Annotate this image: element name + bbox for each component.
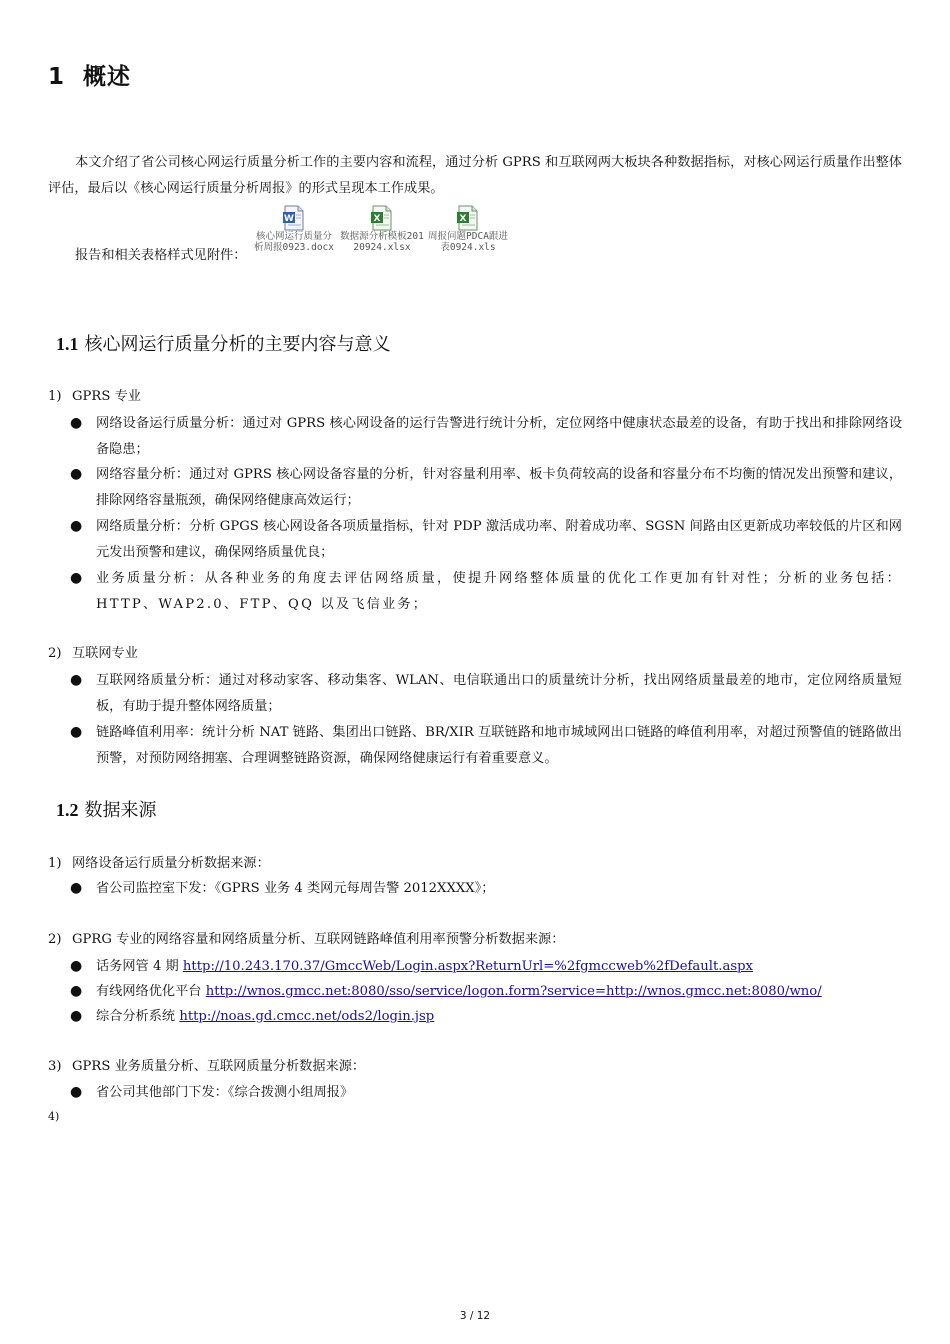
wnos-logon-link[interactable]: http://wnos.gmcc.net:8080/sso/service/logon.form?service=http://wnos.gmcc.net:8080/wno/ <box>205 984 822 999</box>
heading-1-title: 概述 <box>83 64 132 90</box>
bullet-item <box>70 979 902 1005</box>
bullet-icon: ● <box>70 672 83 688</box>
list-label: 网络设备运行质量分析数据来源： <box>72 856 270 871</box>
bullet-text: 省公司监控室下发：《GPRS 业务 4 类网元每周告警 2012XXXX》； <box>96 881 495 896</box>
attachment-caption-line2: 20924.xlsx <box>353 242 411 253</box>
heading-1-1-title: 核心网运行质量分析的主要内容与意义 <box>84 334 391 355</box>
list-label: 互联网专业 <box>72 646 138 661</box>
heading-1-2-number: 1.2 <box>56 800 79 820</box>
list-number: 4) <box>48 1110 60 1123</box>
bullet-text: 业务质量分析：从各种业务的角度去评估网络质量，使提升网络整体质量的优化工作更加有针对性；分析的业务包括：HTTP、WAP2.0、FTP、QQ 以及飞信业务； <box>96 571 902 612</box>
list-label: GPRS 业务质量分析、互联网质量分析数据来源： <box>72 1059 366 1074</box>
bullet-icon: ● <box>70 570 83 586</box>
heading-1-1-number: 1.1 <box>56 334 79 354</box>
bullet-icon: ● <box>70 724 83 740</box>
bullet-text: 网络设备运行质量分析：通过对 GPRS 核心网设备的运行告警进行统计分析，定位网络中健康状态最差的设备，有助于找出和排除网络设备隐患； <box>96 416 902 457</box>
intro-paragraph: 本文介绍了省公司核心网运行质量分析工作的主要内容和流程，通过分析 GPRS 和互联网两大板块各种数据指标，对核心网运行质量作出整体评估，最后以《核心网运行质量分析周报》的形式呈现本工作成果。 <box>48 155 902 196</box>
list-item-source-4 <box>48 1108 72 1126</box>
attachment-caption-line2: 表0924.xls <box>440 242 496 253</box>
bullet-text: 互联网络质量分析：通过对移动家客、移动集客、WLAN、电信联通出口的质量统计分析，找出网络质量最差的地市，定位网络质量短板，有助于提升整体网络质量； <box>96 673 902 714</box>
bullet-text: 有线网络优化平台 <box>96 984 206 999</box>
list-item-source-1 <box>48 855 270 873</box>
attachment-caption-line1: 数据源分析模板201 <box>340 231 424 242</box>
noas-login-link[interactable]: http://noas.gd.cmcc.net/ods2/login.jsp <box>179 1009 435 1024</box>
bullet-item <box>70 876 902 902</box>
bullet-icon: ● <box>70 518 83 534</box>
gmccweb-login-link[interactable]: http://10.243.170.37/GmccWeb/Login.aspx?ReturnUrl=%2fgmccweb%2fDefault.aspx <box>182 959 753 974</box>
list-number: 3) <box>48 1059 62 1074</box>
list-number: 2) <box>48 932 62 947</box>
heading-1 <box>48 58 131 91</box>
attachment-caption-line1: 周报问题PDCA跟进 <box>428 231 508 242</box>
bullet-text: 网络容量分析：通过对 GPRS 核心网设备容量的分析，针对容量利用率、板卡负荷较高的设备和容量分布不均衡的情况发出预警和建议，排除网络容量瓶颈，确保网络健康高效运行； <box>96 467 902 508</box>
list-item-source-3 <box>48 1058 365 1076</box>
attachment-caption-line1: 核心网运行质量分 <box>255 231 332 242</box>
heading-1-1 <box>56 330 391 356</box>
bullet-item <box>70 1080 902 1106</box>
attachment-docx[interactable] <box>252 205 336 253</box>
list-number: 1) <box>48 389 62 404</box>
list-number: 1) <box>48 856 62 871</box>
attachments-label: 报告和相关表格样式见附件： <box>75 248 247 263</box>
heading-1-2-title: 数据来源 <box>84 800 157 821</box>
svg-text:X: X <box>373 214 381 224</box>
list-label: GPRG 专业的网络容量和网络质量分析、互联网链路峰值利用率预警分析数据来源： <box>72 932 565 947</box>
svg-text:W: W <box>284 214 294 224</box>
attachment-caption-line2: 析周报0923.docx <box>254 242 334 253</box>
bullet-icon: ● <box>70 415 83 431</box>
bullet-icon: ● <box>70 1008 83 1024</box>
list-item-gprs <box>48 388 141 406</box>
heading-1-number: 1 <box>48 64 66 90</box>
heading-1-2 <box>56 796 157 822</box>
attachment-xls[interactable] <box>426 205 510 253</box>
bullet-item <box>70 411 902 462</box>
list-number: 2) <box>48 646 62 661</box>
bullet-icon: ● <box>70 958 83 974</box>
bullet-item <box>70 954 902 980</box>
bullet-text: 链路峰值利用率：统计分析 NAT 链路、集团出口链路、BR/XIR 互联链路和地市城域网出口链路的峰值利用率，对超过预警值的链路做出预警，对预防网络拥塞、合理调整链路资源，确保网络健康运行有着重要意义。 <box>96 725 902 766</box>
bullet-icon: ● <box>70 1084 83 1100</box>
word-doc-icon <box>283 205 305 231</box>
bullet-item <box>70 1004 902 1030</box>
excel-xls-icon <box>457 205 479 231</box>
bullet-item <box>70 668 902 719</box>
list-item-internet <box>48 645 138 663</box>
bullet-icon: ● <box>70 983 83 999</box>
list-label: GPRS 专业 <box>72 389 141 404</box>
bullet-text: 省公司其他部门下发：《综合拨测小组周报》 <box>96 1085 354 1100</box>
svg-text:X: X <box>459 214 467 224</box>
bullet-item <box>70 514 902 565</box>
bullet-item <box>70 462 902 513</box>
list-item-source-2 <box>48 931 564 949</box>
bullet-text: 综合分析系统 <box>96 1009 180 1024</box>
bullet-icon: ● <box>70 880 83 896</box>
bullet-item <box>70 566 902 617</box>
attachment-xlsx[interactable] <box>340 205 424 253</box>
excel-xlsx-icon <box>371 205 393 231</box>
page-number: 3 / 12 <box>459 1310 491 1322</box>
bullet-text: 话务网管 4 期 <box>96 959 183 974</box>
bullet-text: 网络质量分析：分析 GPGS 核心网设备各项质量指标，针对 PDP 激活成功率、附着成功率、SGSN 间路由区更新成功率较低的片区和网元发出预警和建议，确保网络质量优良； <box>96 519 902 560</box>
bullet-item <box>70 720 902 771</box>
bullet-icon: ● <box>70 466 83 482</box>
